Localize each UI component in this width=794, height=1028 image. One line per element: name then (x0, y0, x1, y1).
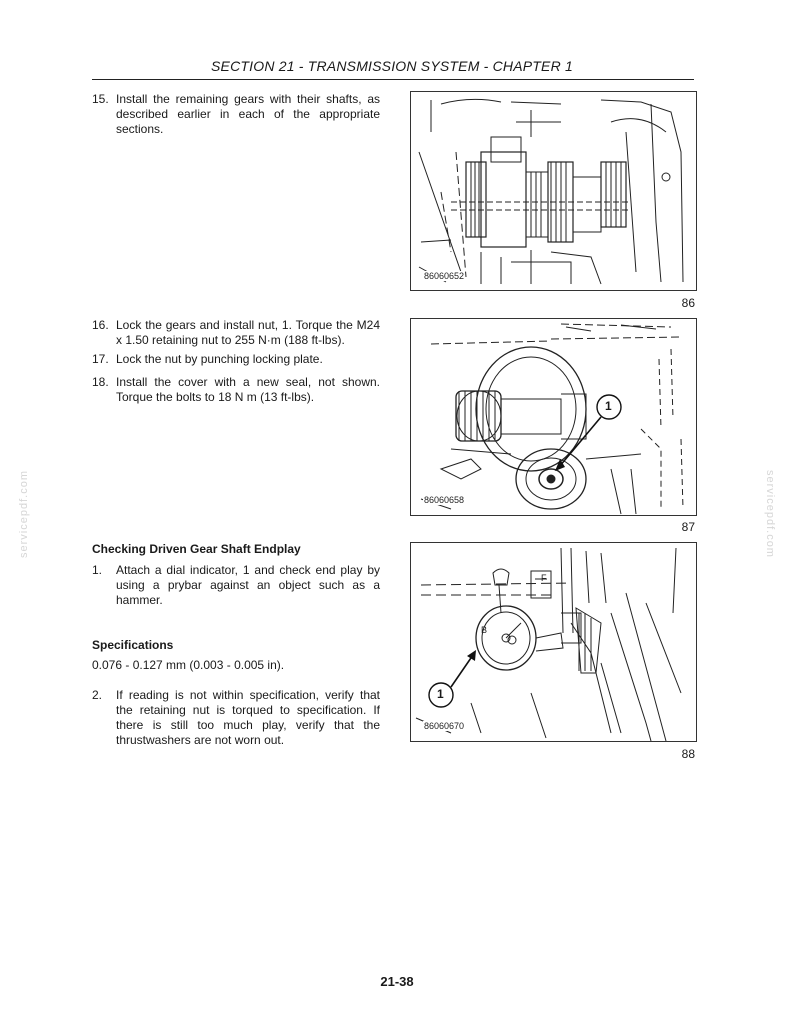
figure-number-87: 87 (681, 520, 695, 534)
specification-value: 0.076 - 0.127 mm (0.003 - 0.005 in). (92, 658, 285, 672)
figure-88-dial-indicator (410, 542, 697, 742)
step-number: 18. (92, 375, 109, 389)
step-15 (92, 92, 380, 140)
dial-indicator-illustration (411, 543, 696, 741)
locking-nut-illustration (411, 319, 696, 515)
callout-label: 1 (605, 399, 612, 413)
header-rule (92, 79, 694, 80)
dial-label: B (481, 625, 488, 635)
callout-label: 1 (437, 687, 444, 701)
step-number: 1. (92, 563, 103, 577)
watermark-right: servicepdf.com (764, 470, 776, 558)
watermark-left: servicepdf.com (18, 470, 30, 558)
section-heading: Checking Driven Gear Shaft Endplay (92, 542, 301, 556)
step-17 (92, 352, 380, 368)
part-label: F (541, 573, 547, 583)
specifications-heading: Specifications (92, 638, 174, 652)
step-text: If reading is not within specification, verify that the retaining nut is torqued to specification. If there is still too much play, verify that the thrustwashers are not worn out. (116, 688, 380, 747)
step-number: 15. (92, 92, 109, 106)
step-text: Install the remaining gears with their shafts, as described earlier in each of the appropriate sections. (116, 92, 380, 136)
step-text: Attach a dial indicator, 1 and check end play by using a prybar against an object such as a hammer. (116, 563, 380, 607)
step-text: Lock the gears and install nut, 1. Torque the M24 x 1.50 retaining nut to 255 N·m (188 ft-lbs). (116, 318, 380, 347)
gear-assembly-illustration (411, 92, 696, 290)
step-number: 17. (92, 352, 109, 366)
figure-code: 86060658 (424, 495, 465, 505)
step-18 (92, 375, 380, 407)
figure-number-86: 86 (681, 296, 695, 310)
figure-87-locking-nut (410, 318, 697, 516)
figure-number-88: 88 (681, 747, 695, 761)
section-header: SECTION 21 - TRANSMISSION SYSTEM - CHAPTER 1 (211, 58, 573, 74)
figure-code: 86060652 (424, 271, 465, 281)
page-number: 21-38 (380, 974, 414, 989)
endplay-step-2 (92, 688, 380, 750)
figure-code: 86060670 (424, 721, 465, 731)
step-text: Lock the nut by punching locking plate. (116, 352, 323, 366)
step-16 (92, 318, 380, 350)
figure-86-gear-assembly (410, 91, 697, 291)
step-text: Install the cover with a new seal, not shown. Torque the bolts to 18 N m (13 ft-lbs). (116, 375, 380, 404)
step-number: 16. (92, 318, 109, 332)
step-number: 2. (92, 688, 103, 702)
callout-arrow (451, 655, 473, 687)
endplay-step-1 (92, 563, 380, 611)
